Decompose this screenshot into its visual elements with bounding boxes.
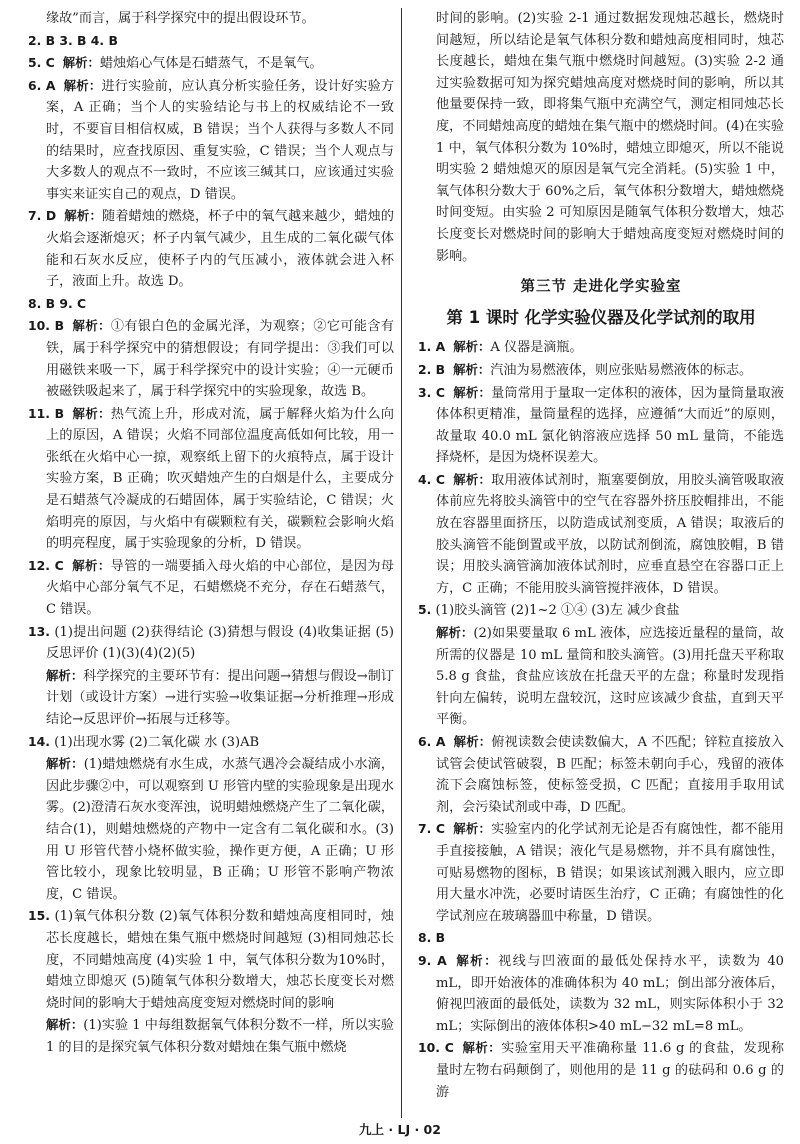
answer-number: 10. C [418,1040,454,1056]
answer-text: 取用液体试剂时，瓶塞要倒放，用胶头滴管吸取液体前应先将胶头滴管中的空气在容器外挤压胶帽排出，不能放在容器里面挤压，以防造成试剂变质，A 错误；取液后的胶头滴管不能倒置或平放，以防试剂倒流，腐蚀胶帽，B 错误；用胶头滴管滴加液体试剂时，应垂直悬空在容器口正上方，C 正确；不能用胶头滴管搅拌液体，D 错误。 [436,472,784,596]
answer-number: 1. A [418,339,446,355]
right-intro [418,8,784,267]
answer-item [418,359,784,382]
answer-item [28,905,394,1014]
explanation-label: 解析： [72,318,111,334]
explanation-label: 解析： [453,339,491,355]
answer-number: 14. [28,733,50,749]
answer-text: 量筒常用于量取一定体积的液体，因为量筒量取液体体积更精准，量筒量程的选择，应遵循“大而近”的原则，故量取 40.0 mL 氯化钠溶液应选择 50 mL 量筒，不能选择烧杯，是因为烧杯误差大。 [436,385,784,466]
answer-item [418,8,784,267]
answer-number: 12. C [28,557,64,573]
answer-item [418,927,784,950]
answer-number: 6. A [28,77,56,93]
answer-item [418,731,784,818]
answer-number: 5. C [28,55,55,71]
explanation-label: 解析： [452,821,492,837]
right-column [418,8,784,1103]
answer-item [28,293,394,316]
answer-text: (2)如果要量取 6 mL 液体，应选接近量程的量筒，故所需的仪器是 10 mL 量筒和胶头滴管。(3)用托盘天平称取 5.8 g 食盐，食盐应该放在托盘天平的左盘；称量时发现指针向左偏转，说明左盘较沉，这时应该减少食盐，直到天平平衡。 [436,626,784,728]
explanation-label: 解析： [436,625,474,641]
explanation-label: 解析： [64,208,103,224]
explanation-label: 解析： [62,55,100,71]
answer-text: 导管的一端要插入母火焰的中心部位，是因为母火焰中心部分氧气不足，石蜡燃烧不充分，存在石蜡蒸气，C 错误。 [46,558,395,618]
answer-number: 3. C [418,384,445,400]
explanation-label: 解析： [452,471,492,487]
answer-item [418,950,784,1037]
answer-text: 蜡烛焰心气体是石蜡蒸气，不是氧气。 [99,56,323,72]
answer-number: 8. B [418,930,446,946]
answer-text: 实验室用天平准确称量 11.6 g 的食盐，发现称量时左物右码颠倒了，则他用的是 11 g 的砝码和 0.6 g 的游 [436,1041,785,1100]
answer-text: (1)出现水雾 (2)二氧化碳 水 (3)AB [54,734,260,750]
answer-item [418,469,784,600]
answer-item [28,52,394,75]
answer-text: 汽油为易燃液体，则应张贴易燃液体的标志。 [490,362,753,378]
lesson-title: 第 1 课时 化学实验仪器及化学试剂的取用 [446,307,756,327]
answer-number: 2. B [418,361,446,377]
section-title: 第三节 走进化学实验室 [520,279,682,296]
answer-number: 11. B [28,405,65,421]
answer-item [28,315,394,402]
page-footer: 九上 · LJ · 02 [359,1122,441,1137]
answer-text: (1)胶头滴管 (2)1~2 ①④ (3)左 减少食盐 [435,603,680,619]
answer-number: 15. [28,908,50,924]
right-answers [418,336,784,1103]
answer-item [28,75,394,206]
answer-number: 10. B [28,318,65,334]
answer-item [28,555,394,621]
explanation-label: 解析： [71,557,111,573]
answer-item [28,621,394,665]
answer-item [418,382,784,469]
answer-text: (1)氧气体积分数 (2)氧气体积分数和蜡烛高度相同时，烛芯长度越长，蜡烛在集气瓶中燃烧时间越短 (3)相同烛芯长度，不同蜡烛高度 (4)实验 1 中，氧气体积分数为10%时，蜡烛立即熄灭 (5)随氧气体积分数增大，烛芯长度变长对燃烧时间的影响大于蜡烛高度变短对燃烧时间的影响 [46,909,394,1011]
answer-item [28,8,394,30]
explanation-label: 解析： [452,384,492,400]
answer-text: 科学探究的主要环节有：提出问题→猜想与假设→制订计划（或设计方案）→进行实验→收集证据→分析推理→形成结论→反思评价→拓展与迁移等。 [46,668,394,727]
answer-item [418,1037,784,1103]
answer-text: A 仪器是滴瓶。 [490,340,583,356]
answer-number: 9. A [418,952,447,968]
answer-item [418,336,784,359]
answer-number: 8. B 9. C [28,295,87,311]
explanation-label: 解析： [72,405,111,421]
answer-number: 7. C [418,821,445,837]
answer-number: 7. D [28,208,57,224]
explanation-label: 解析： [453,734,492,749]
answer-text: 时间的影响。(2)实验 2-1 通过数据发现烛芯越长，燃烧时间越短，所以结论是氧气体积分数和蜡烛高度相同时，烛芯长度越长，蜡烛在集气瓶中燃烧时间越短。(3)实验 2-2 通过实验数据可知为探究蜡烛高度对燃烧时间的影响，所以其他量要保持一致，即将集气瓶中充满空气，测定相同烛芯长度，不同蜡烛高度的蜡烛在集气瓶中的燃烧时间。(4)在实验 1 中，氧气体积分数为 10%时，蜡烛立即熄灭，所以不能说明实验 2 蜡烛熄灭的原因是氧气完全消耗。(5)实验 1 中，氧气体积分数大于 60%之后，氧气体积分数增大，蜡烛燃烧时间变短。由实验 2 可知原因是随氧气体积分数增大，烛芯长度变长对燃烧时间的影响大于蜡烛高度变短对燃烧时间的影响。 [436,11,784,264]
answer-text: 热气流上升，形成对流，属于解释火焰为什么向上的原因，A 错误；火焰不同部位温度高低如何比较，用一张纸在火焰中心一掠，观察纸上留下的火痕特点，属于设计实验方案，B 正确；吹灭蜡烛产生的白烟是什么，主要成分是石蜡蒸气冷凝成的石蜡固体，属于实验结论，C 错误；火焰明亮的原因，与火焰中有碳颗粒有关，碳颗粒会影响火焰的明亮程度，属于实验现象的分析，D 错误。 [46,406,395,552]
answer-number: 6. A [418,734,446,749]
explanation-label: 解析： [461,1040,502,1056]
column-divider [401,8,402,1118]
answer-item [28,205,394,292]
answer-explanation [28,1014,394,1058]
answer-text: 视线与凹液面的最低处保持水平，读数为 40 mL，即开始液体的准确体积为 40 mL；倒出部分液体后，俯视凹液面的最低处，读数为 32 mL，则实际体积小于 32 mL；实际倒出的液体体积>40 mL−32 mL=8 mL。 [436,953,785,1034]
answer-text: 俯视读数会使读数偏大，A 不匹配；锌粒直接放入试管会使试管破裂，B 匹配；标签未朝向手心，残留的液体流下会腐蚀标签，使标签受损，C 匹配；直接用手取用试剂，会污染试剂或中毒，D 匹配。 [436,735,785,815]
answer-item [28,30,394,53]
answer-text: 缘故”而言，属于科学探究中的提出假设环节。 [46,11,315,26]
answer-explanation [28,665,394,731]
explanation-label: 解析： [63,77,102,93]
answer-explanation [418,622,784,731]
explanation-label: 解析： [46,756,84,772]
answer-number: 5. [418,602,432,618]
answer-item [28,731,394,754]
answer-text: 实验室内的化学试剂无论是否有腐蚀性，都不能用手直接接触，A 错误；液化气是易燃物，并不具有腐蚀性，可贴易燃物的图标，B 错误；如果该试剂溅入眼内，应立即用大量水冲洗，必要时请医生治疗，C 正确；有腐蚀性的化学试剂应在玻璃器皿中称量，D 错误。 [436,822,784,924]
answer-item [28,403,394,555]
answer-item [418,599,784,622]
answer-text: (1)蜡烛燃烧有水生成，水蒸气遇冷会凝结成小水滴，因此步骤②中，可以观察到 U 形管内壁的实验现象是出现水雾。(2)澄清石灰水变浑浊，说明蜡烛燃烧产生了二氧化碳，结合(1)，则蜡烛燃烧的产物中一定含有二氧化碳和水。(3)用 U 形管代替小烧杯做实验，操作更方便，A 正确；U 形管比较小，现象比较明显，B 正确；U 形管不影响产物浓度，C 错误。 [46,757,395,902]
answer-text: 随着蜡烛的燃烧，杯子中的氧气越来越少，蜡烛的火焰会逐渐熄灭；杯子内氧气减少，且生成的二氧化碳气体能和石灰水反应，使杯子内的气压减小，液体就会进入杯子，液面上升。故选 D。 [46,209,395,290]
answer-text: 进行实验前，应认真分析实验任务，设计好实验方案，A 正确；当个人的实验结论与书上的权威结论不一致时，不要盲目相信权威，B 错误；当个人获得与多数人不同的结果时，应查找原因、重复实验，C 错误；当个人观点与大多数人的观点不一致时，不应该三缄其口，应该通过实验事实来证实自己的观点，D 错误。 [46,78,395,202]
answer-explanation [28,753,394,905]
explanation-label: 解析： [46,1017,84,1033]
answer-text: ①有银白色的金属光泽，为观察；②它可能含有铁，属于科学探究中的猜想假设；有同学提出：③我们可以用磁铁来吸一下，属于科学探究中的设计实验；④一元硬币被磁铁吸起来了，属于科学探究中的实验现象，故选 B。 [46,319,395,400]
answer-number: 13. [28,623,50,639]
left-column [28,8,394,1059]
explanation-label: 解析： [453,361,491,377]
explanation-label: 解析： [454,952,499,968]
explanation-label: 解析： [46,667,84,683]
answer-item [418,818,784,927]
answer-text: (1)实验 1 中每组数据氧气体积分数不一样，所以实验 1 的目的是探究氧气体积分数对蜡烛在集气瓶中燃烧 [46,1018,395,1055]
answer-text: (1)提出问题 (2)获得结论 (3)猜想与假设 (4)收集证据 (5)反思评价 (1)(3)(4)(2)(5) [46,624,394,662]
answer-number: 2. B 3. B 4. B [28,32,118,48]
answer-number: 4. C [418,471,445,487]
